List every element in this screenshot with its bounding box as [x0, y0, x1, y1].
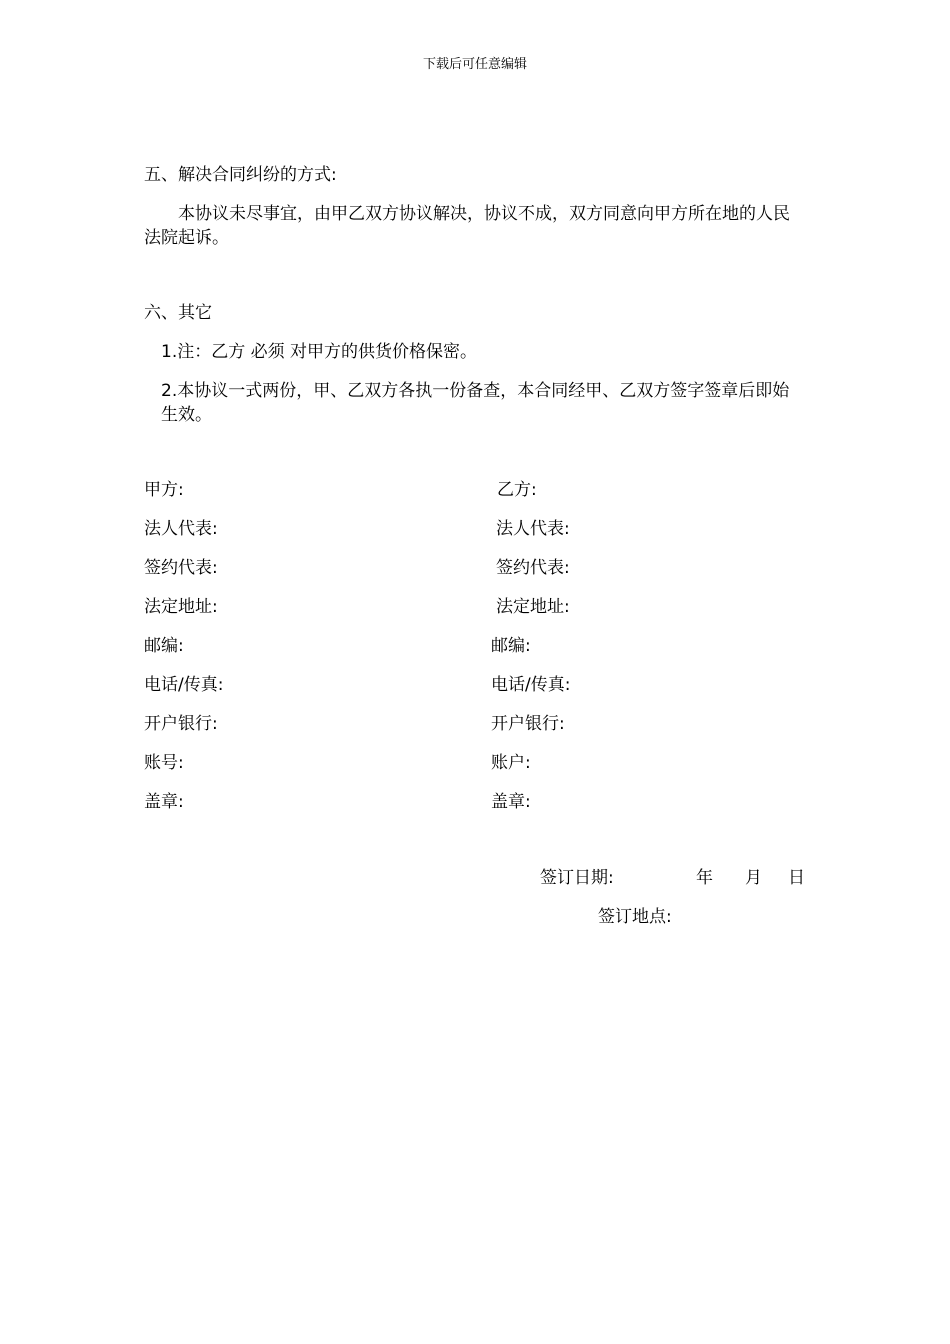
party-a-phone-fax-label: 电话/传真:	[144, 675, 224, 695]
signing-date-day: 日	[788, 868, 805, 888]
party-a-signing-rep-label: 签约代表:	[144, 558, 218, 578]
party-a-seal-label: 盖章:	[144, 792, 184, 812]
section-6-item-1: 1.注：乙方 必须 对甲方的供货价格保密。	[161, 342, 478, 362]
party-a-account-label: 账号:	[144, 753, 184, 773]
party-b-seal-label: 盖章:	[491, 792, 531, 812]
party-b-postcode-label: 邮编:	[491, 636, 531, 656]
party-b-name-label: 乙方:	[497, 480, 537, 500]
party-b-legal-address-label: 法定地址:	[496, 597, 570, 617]
signing-date-label: 签订日期:	[540, 868, 614, 888]
party-b-phone-fax-label: 电话/传真:	[491, 675, 571, 695]
party-a-bank-label: 开户银行:	[144, 714, 218, 734]
signing-date-year: 年	[696, 868, 713, 888]
section-6-heading: 六、其它	[144, 303, 212, 323]
party-b-account-label: 账户:	[491, 753, 531, 773]
party-a-name-label: 甲方:	[144, 480, 184, 500]
section-6-item-2: 2.本协议一式两份，甲、乙双方各执一份备查，本合同经甲、乙双方签字签章后即始生效。	[161, 381, 790, 425]
signing-place-label: 签订地点:	[598, 907, 672, 927]
party-a-postcode-label: 邮编:	[144, 636, 184, 656]
party-b-bank-label: 开户银行:	[491, 714, 565, 734]
section-5-heading: 五、解决合同纠纷的方式:	[144, 165, 337, 185]
page-header-note: 下载后可任意编辑	[422, 57, 527, 72]
party-b-signing-rep-label: 签约代表:	[496, 558, 570, 578]
signing-date-month: 月	[745, 868, 762, 888]
party-b-legal-rep-label: 法人代表:	[496, 519, 570, 539]
section-5-body: 本协议未尽事宜，由甲乙双方协议解决，协议不成，双方同意向甲方所在地的人民法院起诉。	[144, 204, 790, 248]
party-a-legal-address-label: 法定地址:	[144, 597, 218, 617]
party-a-legal-rep-label: 法人代表:	[144, 519, 218, 539]
